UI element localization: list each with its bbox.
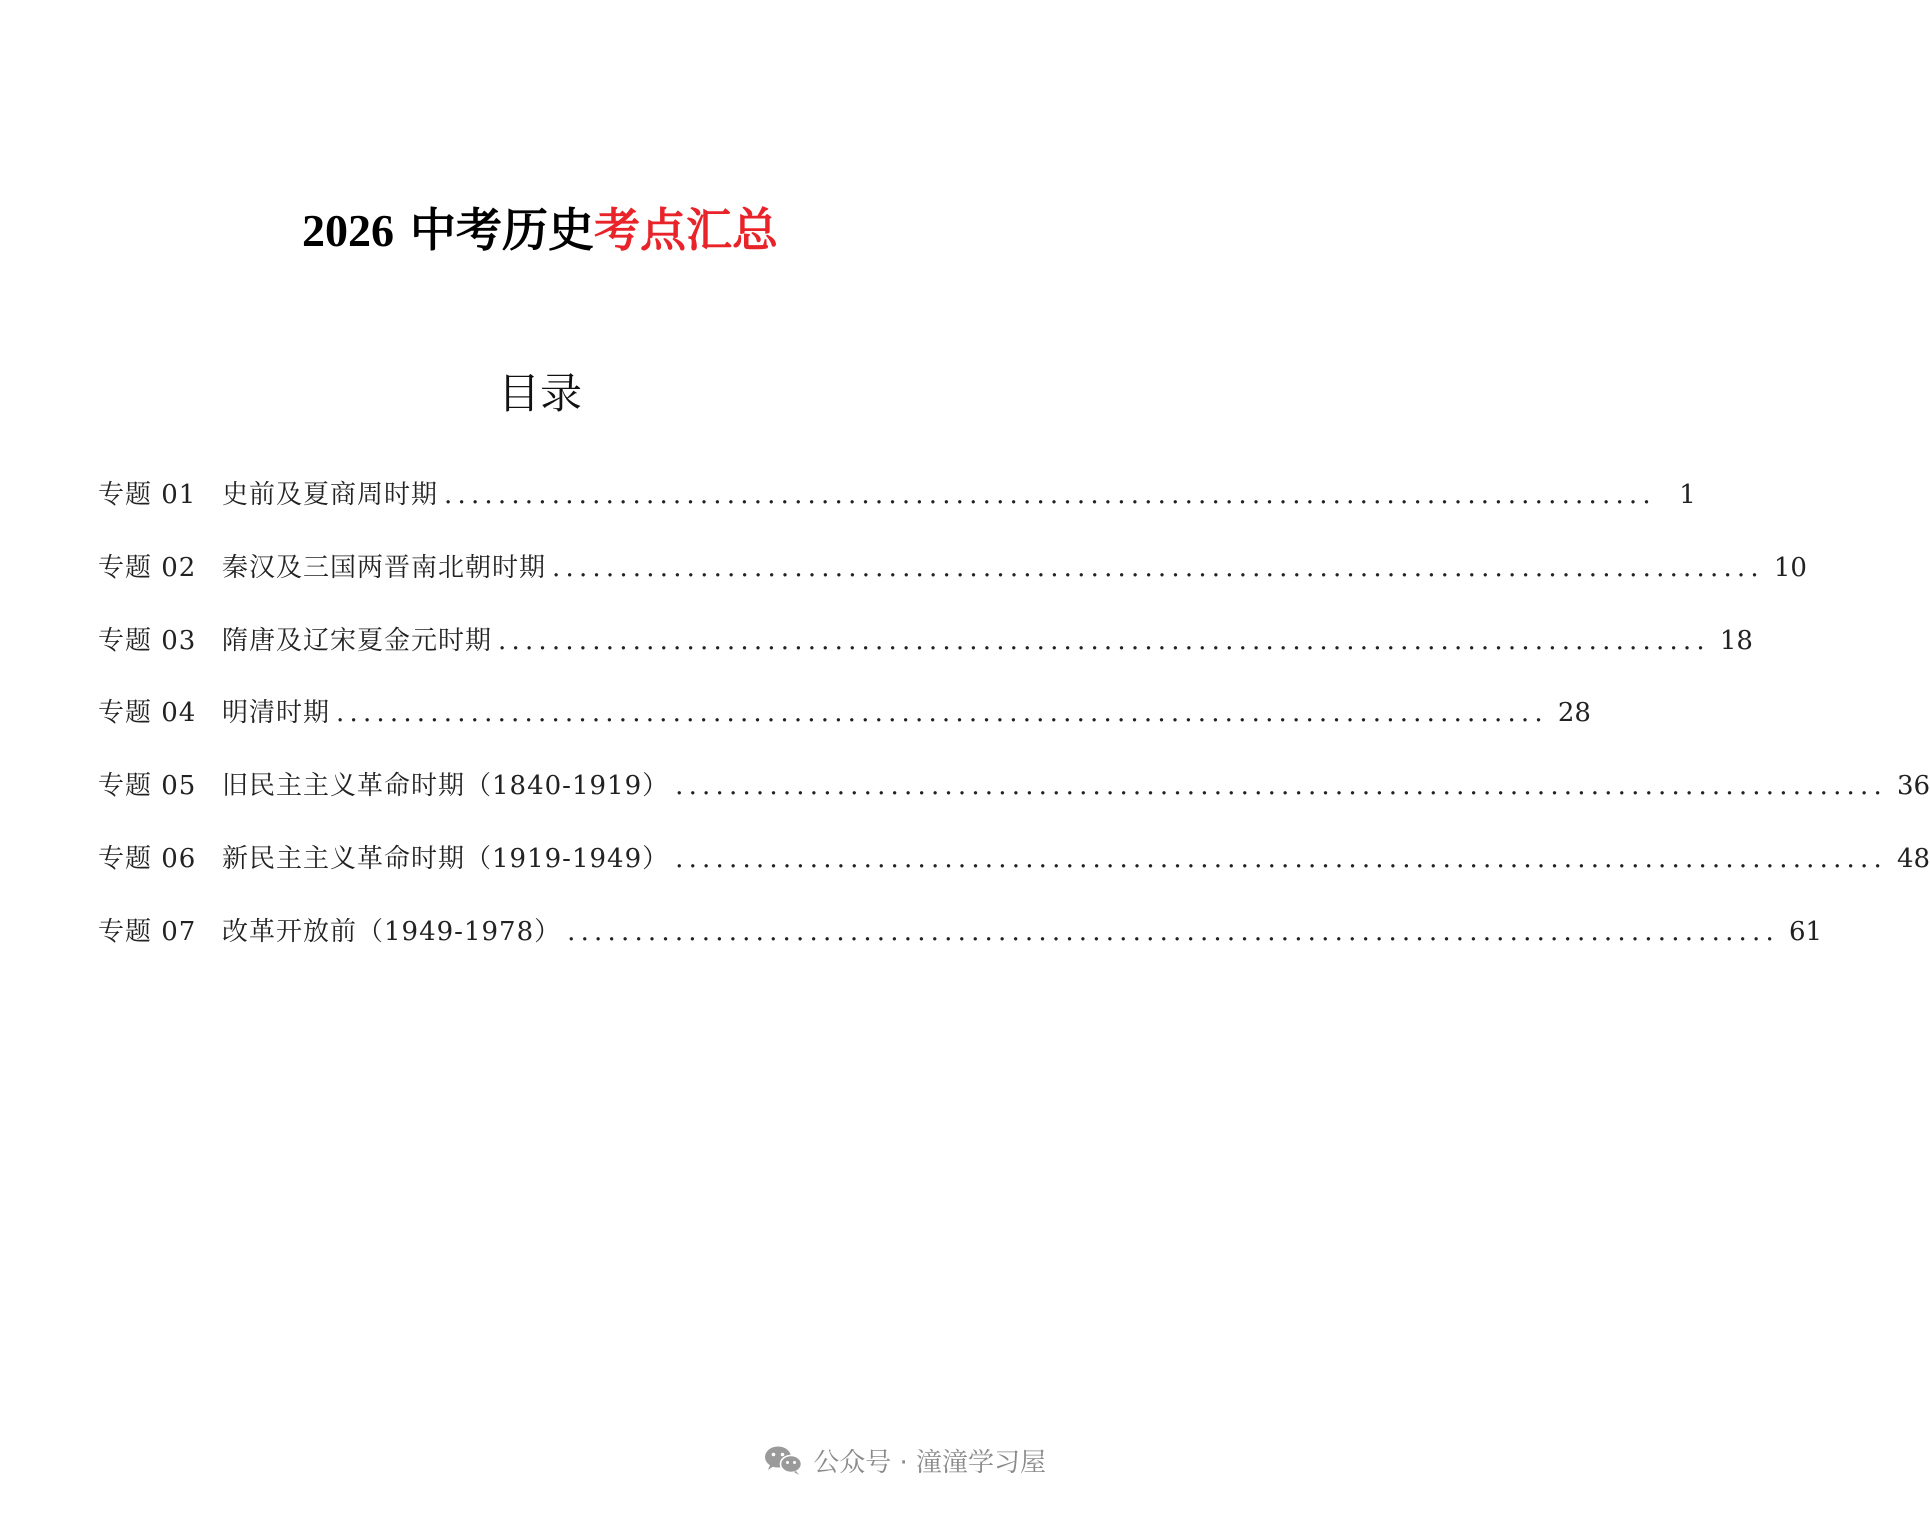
toc-dot-leader: .......................................................................................... bbox=[444, 480, 1656, 510]
toc-entry[interactable] bbox=[98, 765, 1930, 838]
toc-entry-label: 专题 07 bbox=[98, 916, 197, 947]
toc-entry-label: 专题 01 bbox=[98, 480, 197, 510]
toc-entry[interactable] bbox=[98, 692, 1591, 765]
toc-dot-leader: .......................................................................................... bbox=[675, 843, 1887, 874]
toc-entry-title: 史前及夏商周时期 bbox=[222, 480, 439, 510]
toc-entry-label: 专题 02 bbox=[98, 552, 197, 583]
toc-entry-title: 旧民主主义革命时期（1840-1919） bbox=[222, 771, 670, 802]
toc-entry-page: 36 bbox=[1896, 771, 1930, 802]
table-of-contents bbox=[98, 474, 1930, 984]
toc-entry[interactable] bbox=[98, 911, 1823, 984]
watermark-text: 公众号 · 潼潼学习屋 bbox=[813, 1447, 1046, 1478]
toc-entry-label: 专题 06 bbox=[98, 843, 197, 874]
toc-entry-title: 新民主主义革命时期（1919-1949） bbox=[222, 843, 670, 874]
title-year: 2026 bbox=[301, 205, 394, 256]
toc-entry-page: 28 bbox=[1557, 698, 1591, 729]
toc-entry[interactable] bbox=[98, 620, 1753, 693]
title-highlight: 考点汇总 bbox=[594, 203, 778, 257]
toc-entry[interactable] bbox=[98, 474, 1696, 547]
toc-dot-leader: .......................................................................................... bbox=[336, 698, 1548, 729]
toc-heading: 目录 bbox=[497, 369, 582, 418]
toc-dot-leader: .......................................................................................... bbox=[552, 552, 1764, 583]
toc-entry-page: 61 bbox=[1788, 916, 1823, 947]
toc-entry-title: 秦汉及三国两晋南北朝时期 bbox=[222, 552, 547, 583]
toc-entry[interactable] bbox=[98, 547, 1807, 620]
toc-entry[interactable] bbox=[98, 838, 1930, 911]
toc-dot-leader: .......................................................................................... bbox=[567, 916, 1779, 947]
toc-entry-title: 改革开放前（1949-1978） bbox=[222, 916, 562, 947]
toc-entry-title: 隋唐及辽宋夏金元时期 bbox=[222, 625, 493, 656]
toc-dot-leader: .......................................................................................... bbox=[675, 771, 1887, 802]
title-main: 中考历史 bbox=[410, 203, 594, 257]
toc-entry-page: 18 bbox=[1719, 625, 1753, 656]
toc-entry-label: 专题 03 bbox=[98, 625, 197, 656]
toc-entry-page: 10 bbox=[1773, 552, 1807, 583]
toc-entry-page: 48 bbox=[1896, 843, 1930, 874]
toc-entry-label: 专题 04 bbox=[98, 698, 197, 729]
toc-dot-leader: .......................................................................................... bbox=[498, 625, 1710, 656]
document-title bbox=[0, 198, 1080, 263]
toc-entry-label: 专题 05 bbox=[98, 771, 197, 802]
toc-entry-page: 1 bbox=[1679, 480, 1696, 510]
wechat-icon bbox=[763, 1444, 803, 1476]
watermark-footer bbox=[763, 1440, 1046, 1480]
toc-entry-title: 明清时期 bbox=[222, 698, 331, 729]
